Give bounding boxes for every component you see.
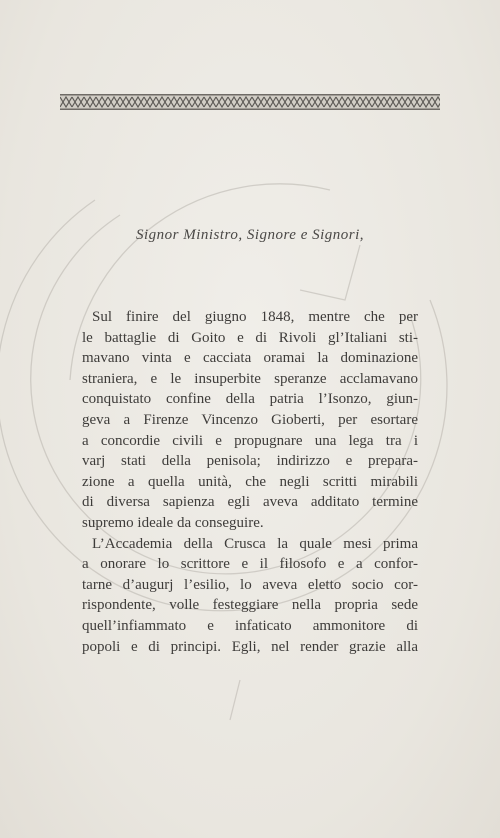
text-line: tarne d’augurj l’esilio, lo aveva eletto socio cor- (82, 576, 418, 593)
text-line: supremo ideale da conseguire. (82, 514, 264, 531)
text-line: geva a Firenze Vincenzo Gioberti, per esortare (82, 411, 418, 428)
text-line: zione a quella unità, che negli scritti mirabili (82, 473, 418, 490)
decorative-header-band (60, 94, 440, 110)
text-line: varj stati della penisola; indirizzo e prepara- (82, 453, 418, 470)
text-line: conquistato confine della patria l’Isonzo, giun- (82, 391, 418, 408)
text-line: mavano vinta e cacciata oramai la dominazione (82, 350, 418, 367)
body-text (82, 307, 418, 657)
text-line: a concordie civili e propugnare una lega tra i (82, 432, 418, 449)
paragraph-1 (82, 307, 418, 534)
text-line: L’Accademia della Crusca la quale mesi prima (92, 535, 418, 552)
text-line: di diversa sapienza egli aveva additato termine (82, 494, 418, 511)
text-line: a onorare lo scrittore e il filosofo e a confor- (82, 556, 418, 573)
text-line: rispondente, volle festeggiare nella propria sede (82, 597, 418, 614)
text-line: quell’infiammato e infaticato ammonitore di (82, 617, 418, 634)
salutation-heading: Signor Ministro, Signore e Signori, (135, 227, 365, 243)
text-line: Sul finire del giugno 1848, mentre che per (92, 309, 418, 325)
text-line: le battaglie di Goito e di Rivoli gl’Italiani sti- (82, 329, 418, 346)
paragraph-2 (82, 534, 418, 658)
text-line: popoli e di principi. Egli, nel render grazie alla (82, 638, 418, 655)
text-line: straniera, e le insuperbite speranze acclamavano (82, 370, 418, 387)
